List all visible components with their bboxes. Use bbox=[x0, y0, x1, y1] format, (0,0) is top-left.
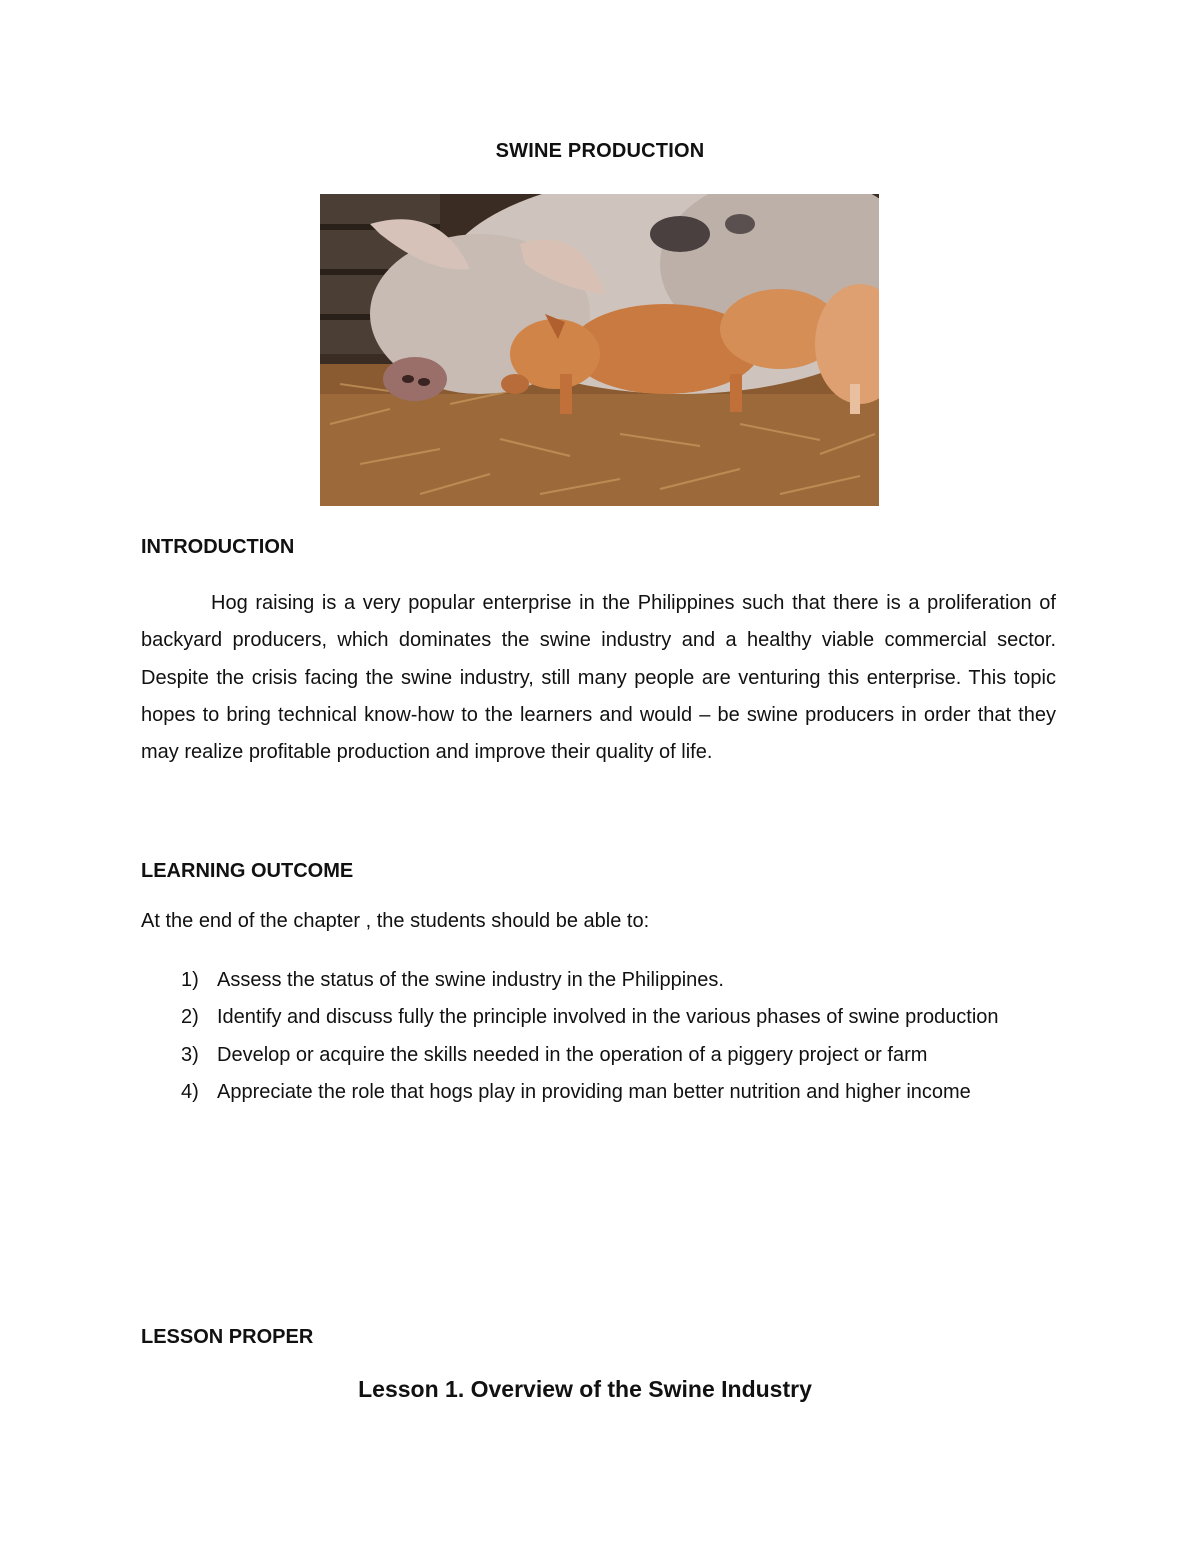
learning-outcome-heading: LEARNING OUTCOME bbox=[141, 860, 354, 882]
list-item-number: 4) bbox=[181, 1080, 199, 1103]
list-item-number: 2) bbox=[181, 1006, 199, 1029]
list-item-text: Develop or acquire the skills needed in the operation of a piggery project or farm bbox=[217, 1043, 928, 1066]
list-item bbox=[141, 999, 1056, 1036]
list-item-text: Assess the status of the swine industry in the Philippines. bbox=[217, 969, 724, 991]
page-title: SWINE PRODUCTION bbox=[495, 140, 705, 162]
list-item-number: 1) bbox=[181, 969, 199, 991]
lesson-title: Lesson 1. Overview of the Swine Industry bbox=[358, 1376, 812, 1402]
lesson-proper-heading: LESSON PROPER bbox=[141, 1326, 314, 1348]
list-item bbox=[141, 962, 1056, 999]
list-item-text: Identify and discuss fully the principle involved in the various phases of swine production bbox=[217, 1006, 999, 1029]
introduction-text: Hog raising is a very popular enterprise in the Philippines such that there is a proliferation of backyard producers, which dominates the swine industry and a healthy viable commercial sector. Despite the crisis facing the swine industry, still many people are venturing this enterprise. This topic hopes to bring technical know-how to the learners and would – be swine producers in order that they may realize profitable production and improve their quality of life. bbox=[141, 592, 1056, 764]
introduction-heading: INTRODUCTION bbox=[141, 536, 295, 558]
list-item-number: 3) bbox=[181, 1043, 199, 1066]
list-item bbox=[141, 1074, 1056, 1111]
learning-outcome-list bbox=[141, 962, 1056, 1111]
introduction-paragraph bbox=[141, 585, 1056, 771]
list-item bbox=[141, 1037, 1056, 1074]
learning-outcome-lead: At the end of the chapter , the students should be able to: bbox=[141, 910, 650, 932]
list-item-text: Appreciate the role that hogs play in providing man better nutrition and higher income bbox=[217, 1080, 971, 1103]
sow-and-piglets-image bbox=[320, 194, 879, 506]
